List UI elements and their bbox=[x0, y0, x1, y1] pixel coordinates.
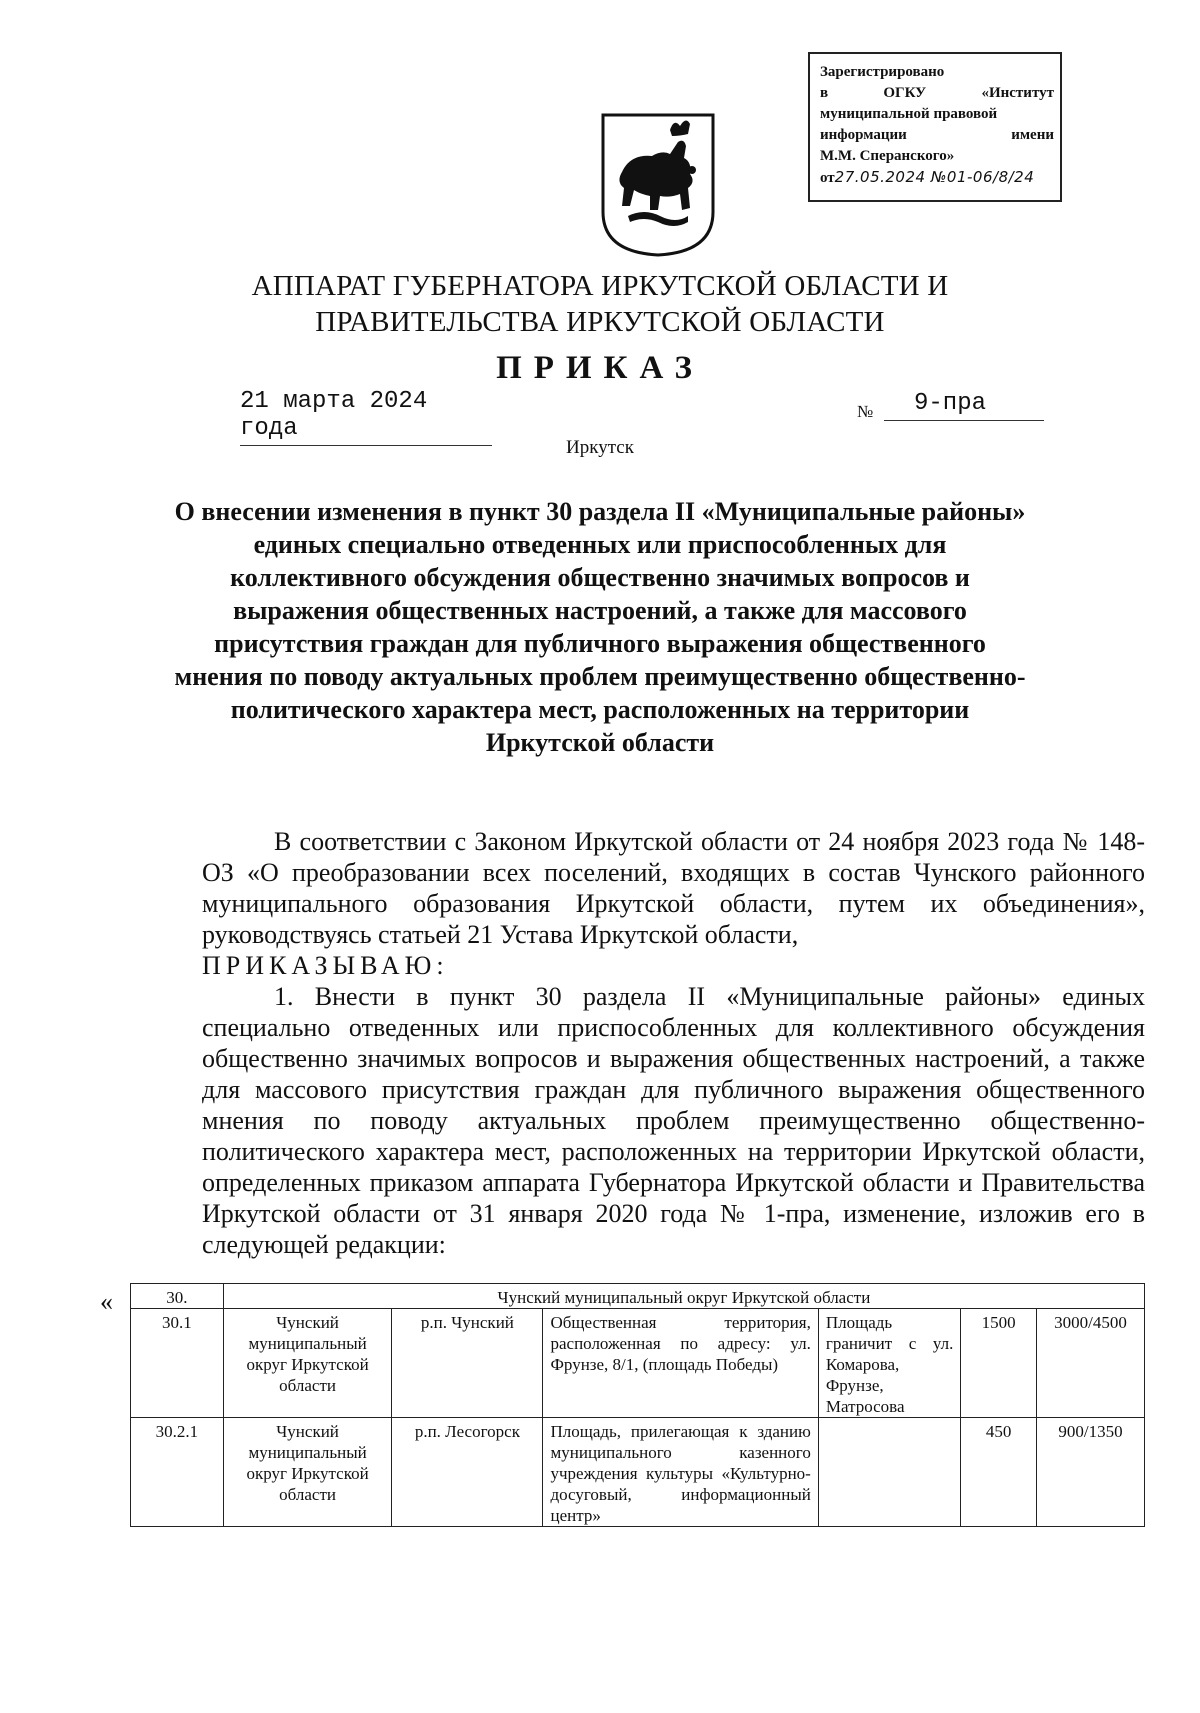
document-title bbox=[0, 495, 1200, 759]
row-place: Площадь, прилегающая к зданию муниципального казенного учреждения культуры «Культурно-досуговый, информационный центр» bbox=[543, 1418, 818, 1527]
stamp-line: муниципальной правовой bbox=[820, 106, 998, 122]
stamp-line bbox=[820, 125, 1054, 146]
document-date: 21 марта 2024 года bbox=[240, 388, 492, 446]
title-line: присутствия граждан для публичного выражения общественного bbox=[214, 629, 986, 658]
organization-name-line2: ПРАВИТЕЛЬСТВА ИРКУТСКОЙ ОБЛАСТИ bbox=[315, 306, 885, 338]
row-settlement: р.п. Чунский bbox=[392, 1309, 543, 1418]
row-borders: Площадь граничит с ул. Комарова, Фрунзе, Матросова bbox=[818, 1309, 961, 1418]
table-row bbox=[131, 1309, 1145, 1418]
stamp-word: информации bbox=[820, 127, 907, 143]
title-line: единых специально отведенных или приспособленных для bbox=[253, 530, 947, 559]
document-type: ПРИКАЗ bbox=[496, 350, 704, 386]
title-line: Иркутской области bbox=[485, 728, 715, 757]
row-place: Общественная территория, расположенная по адресу: ул. Фрунзе, 8/1, (площадь Победы) bbox=[543, 1309, 818, 1418]
row-capacity: 3000/4500 bbox=[1036, 1309, 1144, 1418]
stamp-word: ОГКУ bbox=[883, 85, 927, 101]
row-capacity: 900/1350 bbox=[1036, 1418, 1144, 1527]
document-body bbox=[202, 826, 1145, 1260]
places-table bbox=[130, 1283, 1145, 1527]
registration-stamp bbox=[808, 52, 1062, 202]
document-number: 9-пра bbox=[884, 390, 1044, 421]
stamp-word: от bbox=[820, 170, 835, 186]
row-number: 30.1 bbox=[131, 1309, 224, 1418]
organization-name bbox=[0, 268, 1200, 340]
stamp-line: Зарегистрировано bbox=[820, 64, 945, 80]
organization-name-line1: АППАРАТ ГУБЕРНАТОРА ИРКУТСКОЙ ОБЛАСТИ И bbox=[251, 270, 949, 302]
stamp-line bbox=[820, 83, 1054, 104]
row-area: 450 bbox=[961, 1418, 1037, 1527]
stamp-line bbox=[820, 167, 1054, 189]
stamp-word: «Институт bbox=[981, 85, 1054, 101]
row-district: Чунский муниципальный округ Иркутской области bbox=[223, 1309, 391, 1418]
handwritten-registration-number: 27.05.2024 №01-06/8/24 bbox=[834, 168, 1035, 186]
title-line: О внесении изменения в пункт 30 раздела II «Муниципальные районы» bbox=[174, 497, 1026, 526]
table-row bbox=[131, 1418, 1145, 1527]
stamp-line: М.М. Сперанского» bbox=[820, 148, 955, 164]
group-number: 30. bbox=[131, 1284, 224, 1309]
order-word: ПРИКАЗЫВАЮ: bbox=[202, 951, 449, 980]
row-area: 1500 bbox=[961, 1309, 1037, 1418]
row-settlement: р.п. Лесогорск bbox=[392, 1418, 543, 1527]
title-line: мнения по поводу актуальных проблем преимущественно общественно- bbox=[174, 662, 1026, 691]
stamp-word: в bbox=[820, 85, 829, 101]
preamble-paragraph: В соответствии с Законом Иркутской области от 24 ноября 2023 года № 148-ОЗ «О преобразовании всех поселений, входящих в состав Чунского районного муниципального образования Иркутской области, путем их объединения», руководствуясь статьей 21 Устава Иркутской области, bbox=[202, 827, 1145, 949]
coat-of-arms-icon bbox=[600, 112, 716, 258]
title-line: коллективного обсуждения общественно значимых вопросов и bbox=[230, 563, 970, 592]
row-borders bbox=[818, 1418, 961, 1527]
item-1-paragraph: 1. Внести в пункт 30 раздела II «Муниципальные районы» единых специально отведенных или приспособленных для коллективного обсуждения общественно значимых вопросов и выражения общественных настроений, а также для массового присутствия граждан для публичного выражения общественного мнения по поводу актуальных проблем преимущественно общественно-политического характера мест, расположенных на территории Иркутской области, определенных приказом аппарата Губернатора Иркутской области и Правительства Иркутской области от 31 января 2020 года № 1-пра, изменение, изложив его в следующей редакции: bbox=[202, 982, 1145, 1259]
stamp-word: имени bbox=[1011, 127, 1054, 143]
group-title: Чунский муниципальный округ Иркутской области bbox=[223, 1284, 1144, 1309]
city: Иркутск bbox=[566, 437, 634, 458]
row-number: 30.2.1 bbox=[131, 1418, 224, 1527]
title-line: выражения общественных настроений, а также для массового bbox=[233, 596, 967, 625]
row-district: Чунский муниципальный округ Иркутской области bbox=[223, 1418, 391, 1527]
title-line: политического характера мест, расположенных на территории bbox=[230, 695, 970, 724]
opening-quote: « bbox=[100, 1287, 113, 1316]
table-group-row bbox=[131, 1284, 1145, 1309]
number-label: № bbox=[857, 402, 874, 421]
